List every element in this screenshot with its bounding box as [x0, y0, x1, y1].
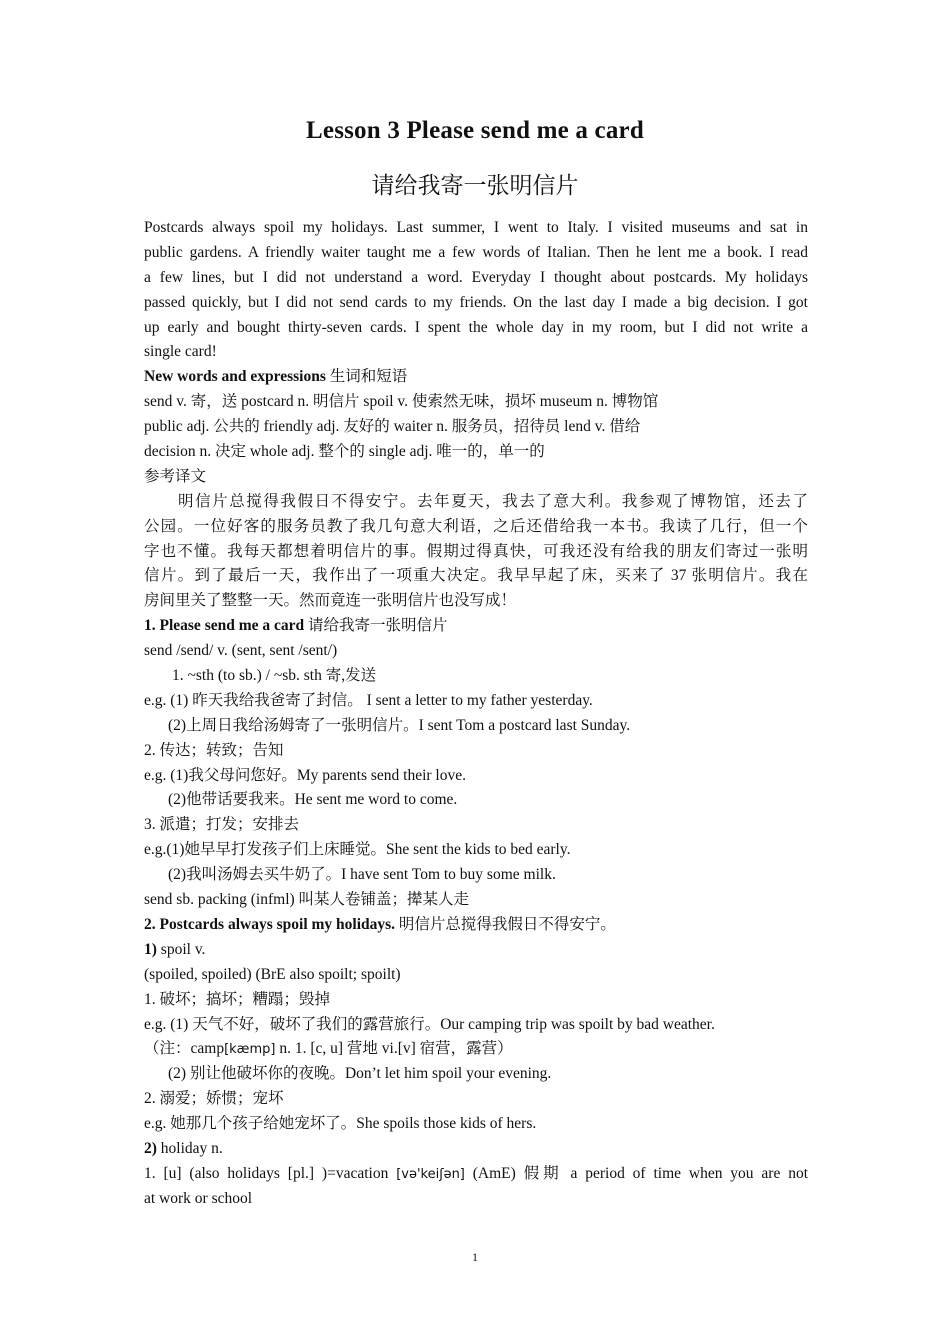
text-span: spoil v. [156, 940, 206, 958]
text-line: a few lines, but I did not understand a word. Everyday I thought about postcards. My holidays [144, 268, 808, 286]
text-line: 房间里关了整整一天。然而竟连一张明信片也没写成！ [144, 592, 517, 610]
text-line: e.g. (1)我父母问您好。My parents send their love. [144, 766, 466, 784]
text-span: 生词和短语 [325, 368, 408, 386]
bold-text: 2. Postcards always spoil my holidays. [144, 915, 396, 933]
text-line: send sb. packing (infml) 叫某人卷铺盖；撵某人走 [144, 891, 470, 909]
text-span: n. 1. [c, u] 营地 vi.[v] 宿营，露营） [275, 1040, 513, 1058]
bold-text: 1) [144, 940, 157, 958]
bold-text: New words and expressions [144, 368, 326, 386]
text-line: public adj. 公共的 friendly adj. 友好的 waiter n. 服务员，招待员 lend v. 借给 [144, 418, 641, 436]
text-line: 3. 派遣；打发；安排去 [144, 816, 300, 834]
text-line: (spoiled, spoiled) (BrE also spoilt; spoilt) [144, 965, 401, 983]
text-line: send /send/ v. (sent, sent /sent/) [144, 642, 338, 660]
text-line [144, 614, 808, 639]
text-line: e.g. (1) 昨天我给我爸寄了封信。 I sent a letter to my father yesterday. [144, 691, 593, 709]
text-span: 明信片总搅得我假日不得安宁。 [395, 915, 616, 933]
text-line: 参考译文 [144, 467, 207, 485]
text-line: 2. 溺爱；娇惯；宠坏 [144, 1090, 284, 1108]
phonetic-text: [və'keiʃən] [396, 1166, 465, 1182]
text-line [144, 913, 808, 938]
bold-text: 1. Please send me a card [144, 617, 305, 635]
text-line: passed quickly, but I did not send cards to my friends. On the last day I made a big decision. I got [144, 293, 808, 311]
page-number: 1 [472, 1250, 478, 1264]
text-line: 明信片总搅得我假日不得安宁。去年夏天，我去了意大利。我参观了博物馆，还去了 [178, 492, 808, 510]
text-line: e.g.(1)她早早打发孩子们上床睡觉。She sent the kids to bed early. [144, 841, 571, 859]
document-body [144, 216, 808, 1212]
text-line [144, 1037, 808, 1062]
text-line: single card! [144, 343, 217, 361]
text-line: 字也不懂。我每天都想着明信片的事。假期过得真快，可我还没有给我的朋友们寄过一张明 [144, 542, 808, 560]
text-span: holiday n. [156, 1139, 223, 1157]
text-line: e.g. (1) 天气不好，破坏了我们的露营旅行。Our camping trip was spoilt by bad weather. [144, 1015, 715, 1033]
text-span: （注：camp [144, 1040, 225, 1058]
lesson-title-chinese: 请给我寄一张明信片 [371, 173, 579, 199]
text-span: 请给我寄一张明信片 [304, 617, 448, 635]
text-line: 信片。到了最后一天，我作出了一项重大决定。我早早起了床，买来了 37 张明信片。我在 [144, 567, 808, 585]
phonetic-text: [kæmp] [224, 1042, 276, 1058]
text-line: (2)我叫汤姆去买牛奶了。I have sent Tom to buy some milk. [168, 866, 556, 884]
text-line: at work or school [144, 1189, 253, 1207]
text-line: 2. 传达；转致；告知 [144, 741, 284, 759]
text-line: (2)上周日我给汤姆寄了一张明信片。I sent Tom a postcard last Sunday. [168, 716, 631, 734]
text-line: (2) 别让他破坏你的夜晚。Don’t let him spoil your evening. [168, 1065, 552, 1083]
text-line: public gardens. A friendly waiter taught me a few words of Italian. Then he lent me a book. I read [144, 243, 808, 261]
text-line: 公园。一位好客的服务员教了我几句意大利语，之后还借给我一本书。我读了几行，但一个 [144, 517, 808, 535]
text-line: send v. 寄，送 postcard n. 明信片 spoil v. 使索然无味，损坏 museum n. 博物馆 [144, 393, 659, 411]
text-line [144, 938, 808, 963]
text-line: 1. 破坏；搞坏；糟蹋；毁掉 [144, 990, 331, 1008]
text-line [144, 1162, 808, 1187]
lesson-title: Lesson 3 Please send me a card [306, 117, 644, 144]
text-span: (AmE) 假期 a period of time when you are not [464, 1164, 808, 1182]
text-line: e.g. 她那几个孩子给她宠坏了。She spoils those kids of hers. [144, 1115, 537, 1133]
bold-text: 2) [144, 1139, 157, 1157]
text-line: up early and bought thirty-seven cards. I spent the whole day in my room, but I did not write a [144, 318, 808, 336]
text-line: 1. ~sth (to sb.) / ~sb. sth 寄,发送 [172, 667, 377, 685]
text-line [144, 365, 808, 390]
text-span: 1. [u] (also holidays [pl.] )=vacation [144, 1164, 397, 1182]
text-line [144, 1137, 808, 1162]
text-line: Postcards always spoil my holidays. Last summer, I went to Italy. I visited museums and sat in [144, 219, 808, 236]
text-line: (2)他带话要我来。He sent me word to come. [168, 791, 458, 809]
text-line: decision n. 决定 whole adj. 整个的 single adj. 唯一的，单一的 [144, 443, 545, 461]
